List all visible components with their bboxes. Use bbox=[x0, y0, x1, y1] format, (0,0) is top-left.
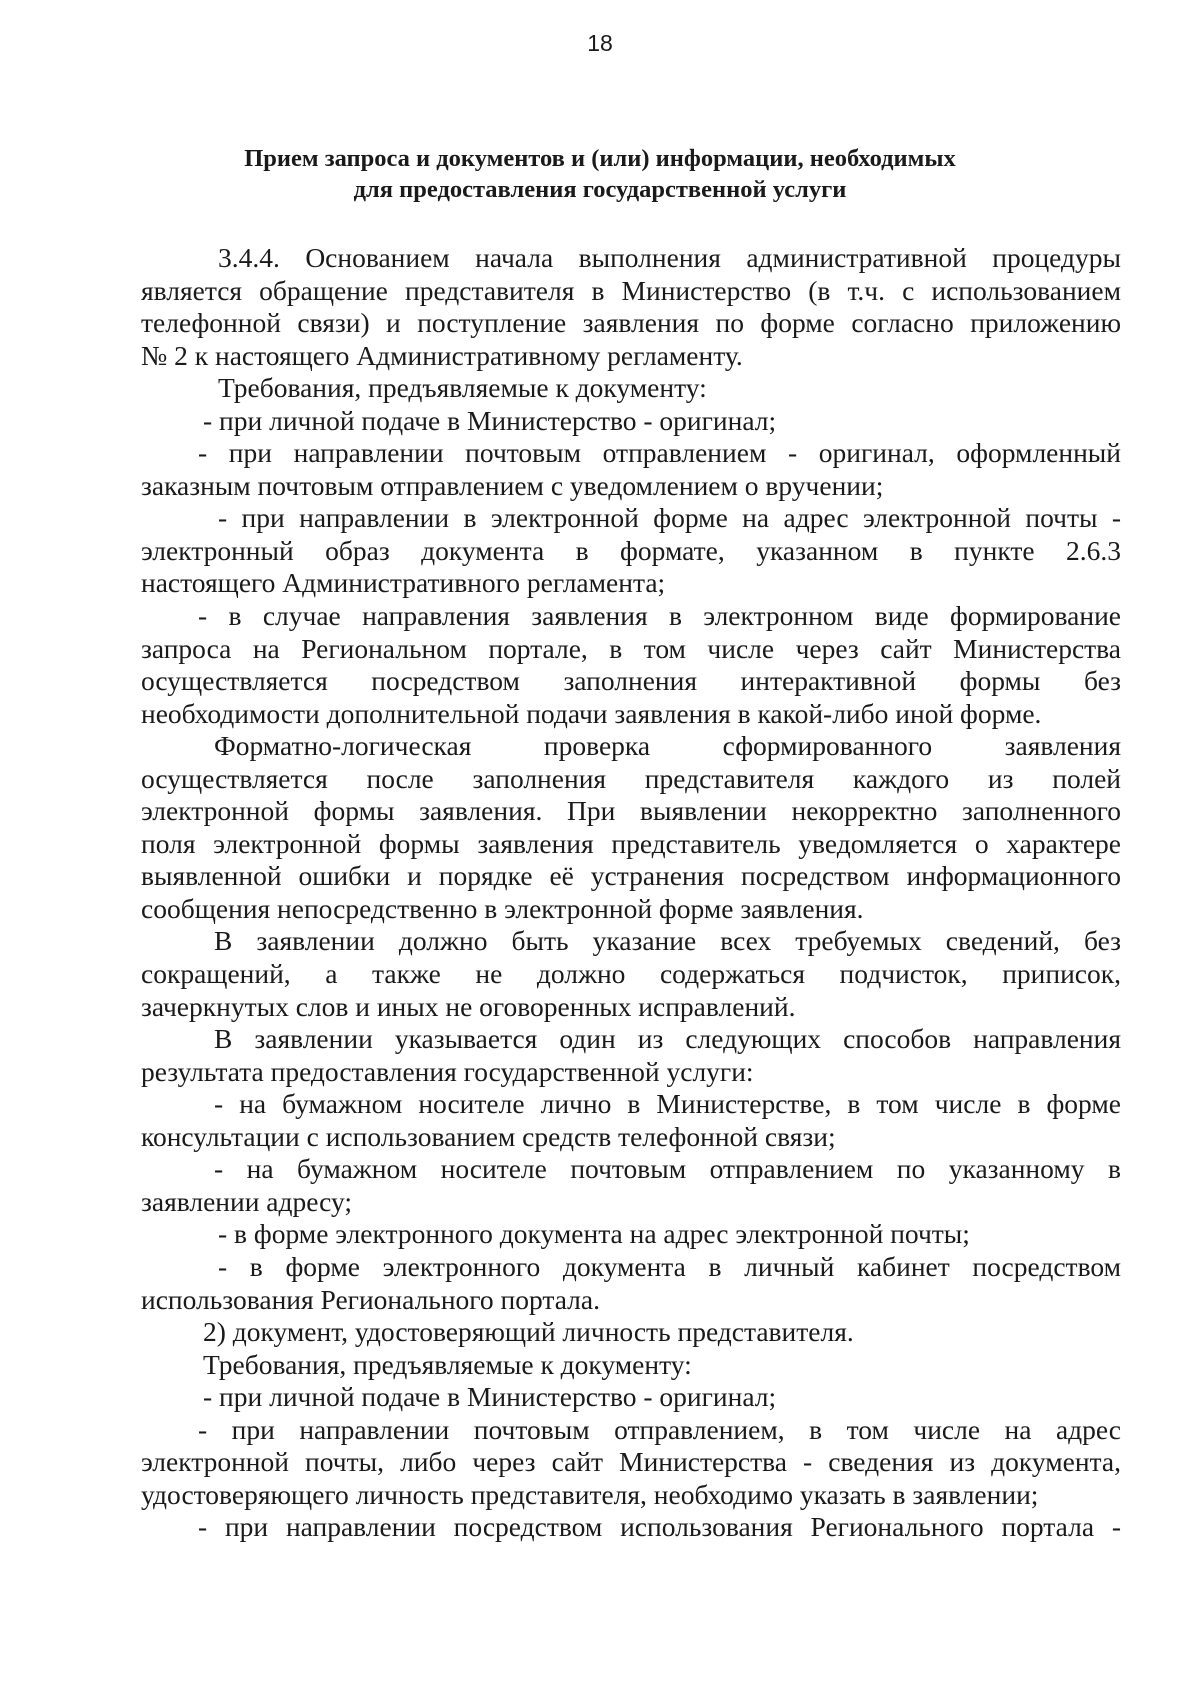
text-line: поля электронной формы заявления представитель уведомляется о характере bbox=[141, 827, 1121, 859]
text-line: - при направлении посредством использования Регионального портала - bbox=[198, 1511, 1121, 1543]
heading-line: для предоставления государственной услуги bbox=[353, 176, 847, 203]
text-line: запроса на Региональном портале, в том числе через сайт Министерства bbox=[141, 632, 1121, 664]
text-line: - при личной подаче в Министерство - оригинал; bbox=[203, 1381, 777, 1413]
text-line: электронной почты, либо через сайт Министерства - сведения из документа, bbox=[141, 1446, 1121, 1478]
text-line: - при направлении почтовым отправлением, в том числе на адрес bbox=[198, 1413, 1121, 1445]
text-line: - при направлении в электронной форме на адрес электронной почты - bbox=[218, 502, 1121, 534]
text-line: 3.4.4. Основанием начала выполнения административной процедуры bbox=[218, 242, 1121, 273]
text-line: В заявлении должно быть указание всех требуемых сведений, без bbox=[214, 925, 1121, 957]
text-line: электронной формы заявления. При выявлении некорректно заполненного bbox=[141, 795, 1121, 827]
text-line: осуществляется после заполнения представителя каждого из полей bbox=[141, 762, 1121, 794]
text-line: - в форме электронного документа на адрес электронной почты; bbox=[218, 1218, 970, 1250]
text-line: - в случае направления заявления в электронном виде формирование bbox=[198, 600, 1121, 632]
text-line: электронный образ документа в формате, указанном в пункте 2.6.3 bbox=[141, 534, 1121, 566]
text-line: выявленной ошибки и порядке её устранения посредством информационного bbox=[141, 860, 1121, 892]
text-line: использования Регионального портала. bbox=[141, 1283, 600, 1315]
text-line: удостоверяющего личность представителя, необходимо указать в заявлении; bbox=[141, 1478, 1039, 1510]
text-line: заказным почтовым отправлением с уведомлением о вручении; bbox=[141, 469, 884, 501]
text-line: заявлении адресу; bbox=[141, 1185, 353, 1217]
text-line: телефонной связи) и поступление заявления по форме согласно приложению bbox=[141, 307, 1121, 339]
text-line: 2) документ, удостоверяющий личность представителя. bbox=[203, 1316, 854, 1348]
text-line: настоящего Административного регламента; bbox=[141, 567, 666, 599]
text-line: сокращений, а также не должно содержаться подчисток, приписок, bbox=[141, 958, 1121, 990]
text-line: Требования, предъявляемые к документу: bbox=[218, 372, 707, 404]
text-line: зачеркнутых слов и иных не оговоренных исправлений. bbox=[141, 990, 796, 1022]
text-line: результата предоставления государственной услуги: bbox=[141, 1055, 754, 1087]
text-line: - на бумажном носителе почтовым отправлением по указанному в bbox=[214, 1153, 1121, 1185]
heading-line: Прием запроса и документов и (или) информации, необходимых bbox=[244, 145, 956, 172]
text-line: В заявлении указывается один из следующих способов направления bbox=[214, 1023, 1121, 1055]
text-line: - при личной подаче в Министерство - оригинал; bbox=[203, 404, 777, 436]
text-line: - на бумажном носителе лично в Министерстве, в том числе в форме bbox=[214, 1088, 1121, 1120]
text-line: Форматно-логическая проверка сформированного заявления bbox=[214, 730, 1121, 762]
text-line: сообщения непосредственно в электронной форме заявления. bbox=[141, 892, 864, 924]
text-line: необходимости дополнительной подачи заявления в какой-либо иной форме. bbox=[141, 697, 1042, 729]
text-line: - в форме электронного документа в личный кабинет посредством bbox=[218, 1250, 1121, 1282]
page-number: 18 bbox=[587, 30, 613, 56]
document-body bbox=[141, 242, 1121, 1544]
text-line: Требования, предъявляемые к документу: bbox=[203, 1348, 692, 1380]
text-line: является обращение представителя в Министерство (в т.ч. с использованием bbox=[141, 274, 1121, 306]
text-line: № 2 к настоящего Административному регламенту. bbox=[141, 339, 743, 371]
text-line: консультации с использованием средств телефонной связи; bbox=[141, 1120, 836, 1152]
text-line: - при направлении почтовым отправлением - оригинал, оформленный bbox=[198, 437, 1121, 469]
section-heading bbox=[140, 143, 1060, 205]
text-line: осуществляется посредством заполнения интерактивной формы без bbox=[141, 665, 1121, 697]
